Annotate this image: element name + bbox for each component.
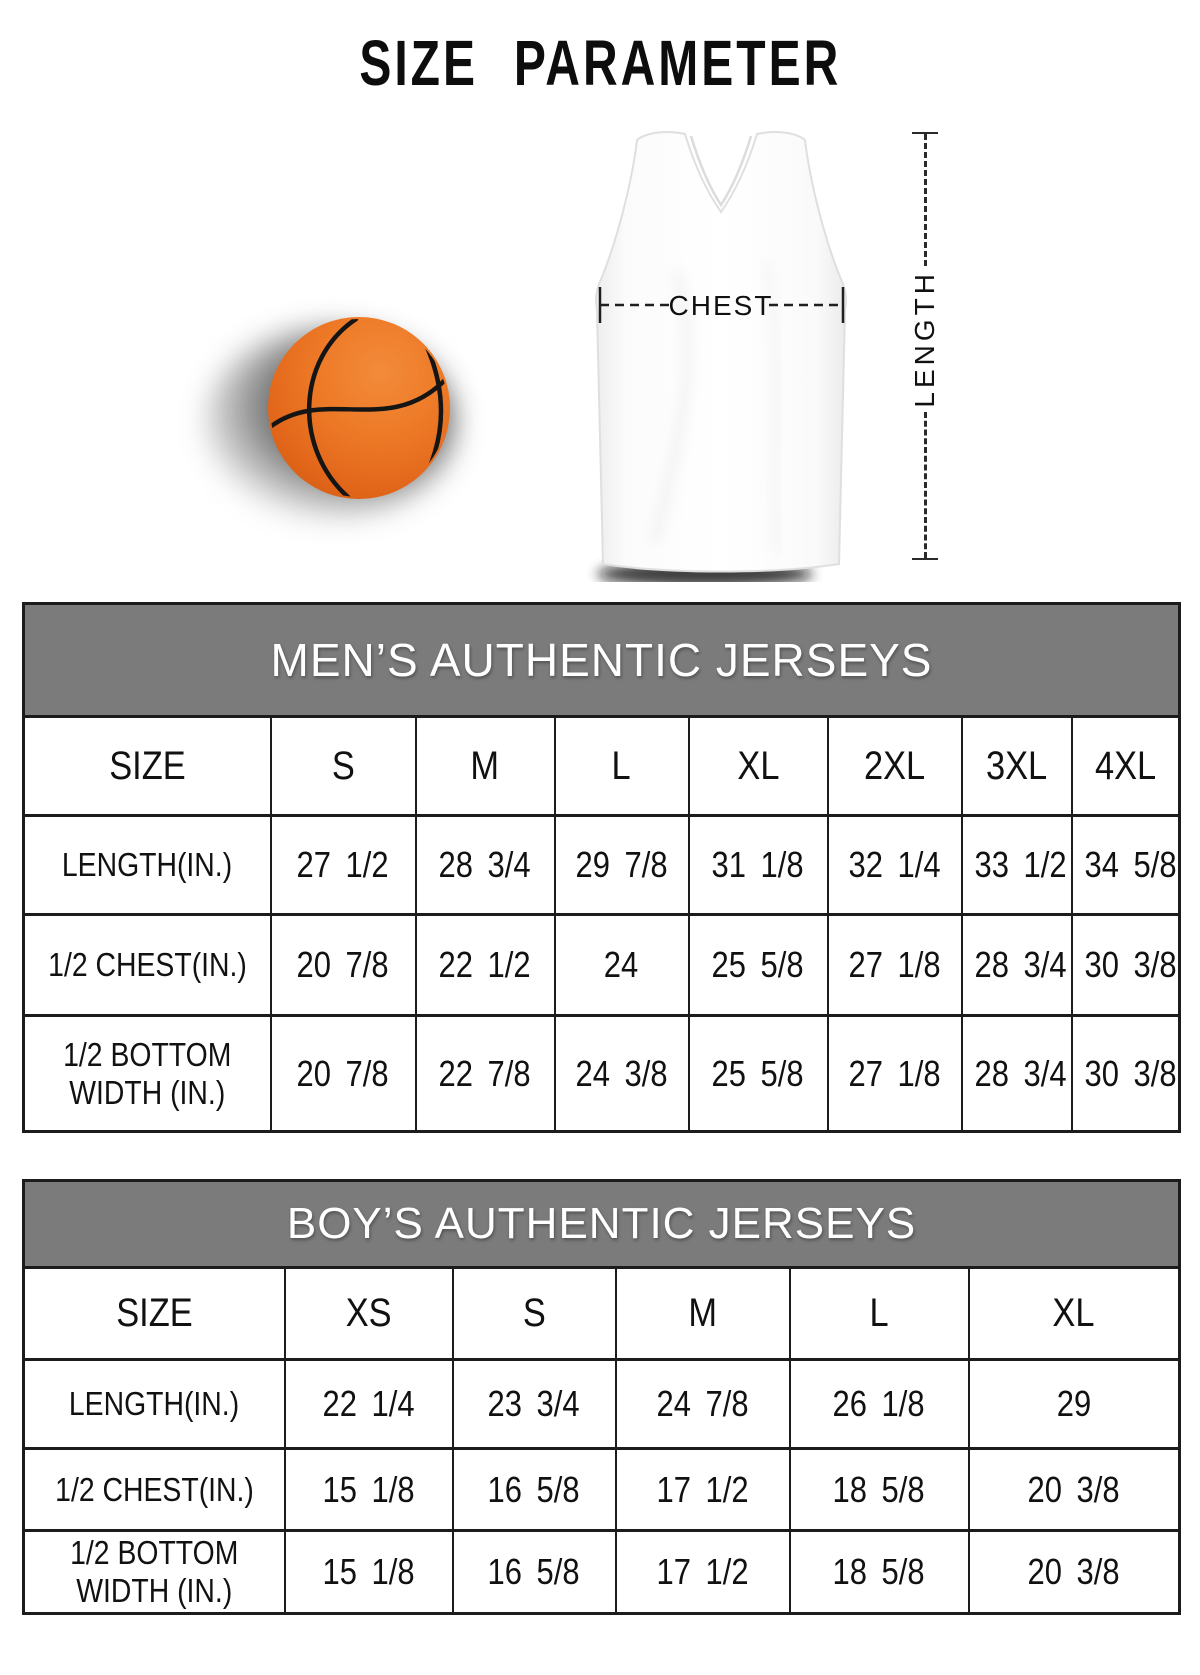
size-col-xs: XS	[285, 1268, 453, 1360]
size-col-4xl: 4XL	[1072, 717, 1180, 816]
measurement-value: 28 3/4	[416, 816, 555, 915]
size-col-s: S	[271, 717, 416, 816]
measurement-value: 24	[555, 915, 689, 1016]
basketball-icon	[268, 317, 450, 499]
measurement-value: 16 5/8	[453, 1531, 616, 1614]
measurement-label: LENGTH(IN.)	[24, 1360, 285, 1449]
boys-table-header-label: BOY’S AUTHENTIC JERSEYS	[286, 1199, 917, 1248]
measurement-value: 24 7/8	[616, 1360, 790, 1449]
measurement-label: 1/2 BOTTOM WIDTH (IN.)	[24, 1016, 271, 1132]
mens-table-header-label: MEN’S AUTHENTIC JERSEYS	[270, 634, 933, 686]
boys-bottom-width-row	[24, 1531, 1180, 1614]
measurement-value: 27 1/2	[271, 816, 416, 915]
measurement-value: 33 1/2	[962, 816, 1072, 915]
measurement-value: 29 7/8	[555, 816, 689, 915]
boys-size-header-row	[24, 1268, 1180, 1360]
mens-size-header-row	[24, 717, 1180, 816]
measurement-value: 27 1/8	[828, 1016, 962, 1132]
size-col-l: L	[555, 717, 689, 816]
measurement-value: 24 3/8	[555, 1016, 689, 1132]
length-label: LENGTH	[909, 270, 940, 408]
measurement-value: 22 1/4	[285, 1360, 453, 1449]
boys-table-header	[24, 1181, 1180, 1268]
measurement-value: 27 1/8	[828, 915, 962, 1016]
measurement-diagram	[0, 0, 1200, 600]
measurement-value: 32 1/4	[828, 816, 962, 915]
measurement-value: 15 1/8	[285, 1449, 453, 1531]
measurement-value: 25 5/8	[689, 1016, 828, 1132]
boys-length-row	[24, 1360, 1180, 1449]
measurement-value: 28 3/4	[962, 915, 1072, 1016]
size-col-xl: XL	[689, 717, 828, 816]
size-header-cell: SIZE	[24, 1268, 285, 1360]
jersey-illustration	[555, 122, 865, 582]
mens-table-header	[24, 604, 1180, 717]
measurement-value: 20 7/8	[271, 1016, 416, 1132]
measurement-value: 17 1/2	[616, 1531, 790, 1614]
measurement-value: 31 1/8	[689, 816, 828, 915]
size-col-2xl: 2XL	[828, 717, 962, 816]
measurement-value: 28 3/4	[962, 1016, 1072, 1132]
size-col-m: M	[616, 1268, 790, 1360]
chest-label: CHEST	[668, 290, 774, 321]
measurement-value: 29	[969, 1360, 1180, 1449]
size-header-cell: SIZE	[24, 717, 271, 816]
boys-table-header-row	[24, 1181, 1180, 1268]
boys-chest-row	[24, 1449, 1180, 1531]
measurement-value: 30 3/8	[1072, 1016, 1180, 1132]
length-bottom-tick	[912, 558, 938, 560]
mens-chest-row	[24, 915, 1180, 1016]
page-title-text: SIZE PARAMETER	[359, 27, 841, 99]
measurement-value: 15 1/8	[285, 1531, 453, 1614]
basketball-seams	[268, 317, 450, 499]
mens-bottom-width-row	[24, 1016, 1180, 1132]
mens-size-table	[22, 602, 1181, 1133]
measurement-value: 17 1/2	[616, 1449, 790, 1531]
measurement-value: 26 1/8	[790, 1360, 969, 1449]
measurement-label: 1/2 CHEST(IN.)	[24, 915, 271, 1016]
measurement-value: 22 1/2	[416, 915, 555, 1016]
mens-table-header-row	[24, 604, 1180, 717]
mens-length-row	[24, 816, 1180, 915]
measurement-value: 23 3/4	[453, 1360, 616, 1449]
boys-size-table	[22, 1179, 1181, 1615]
measurement-value: 25 5/8	[689, 915, 828, 1016]
measurement-value: 30 3/8	[1072, 915, 1180, 1016]
measurement-label: LENGTH(IN.)	[24, 816, 271, 915]
measurement-value: 18 5/8	[790, 1449, 969, 1531]
length-dash-top	[924, 134, 927, 266]
length-dash-bottom	[924, 412, 927, 558]
size-col-l: L	[790, 1268, 969, 1360]
length-measure-line	[904, 132, 946, 524]
size-col-3xl: 3XL	[962, 717, 1072, 816]
measurement-value: 34 5/8	[1072, 816, 1180, 915]
measurement-label: 1/2 BOTTOM WIDTH (IN.)	[24, 1531, 285, 1614]
size-col-s: S	[453, 1268, 616, 1360]
measurement-value: 20 3/8	[969, 1449, 1180, 1531]
measurement-value: 20 7/8	[271, 915, 416, 1016]
measurement-value: 22 7/8	[416, 1016, 555, 1132]
size-col-m: M	[416, 717, 555, 816]
measurement-label: 1/2 CHEST(IN.)	[24, 1449, 285, 1531]
measurement-value: 20 3/8	[969, 1531, 1180, 1614]
measurement-value: 18 5/8	[790, 1531, 969, 1614]
size-col-xl: XL	[969, 1268, 1180, 1360]
measurement-value: 16 5/8	[453, 1449, 616, 1531]
jersey-body	[596, 132, 846, 572]
